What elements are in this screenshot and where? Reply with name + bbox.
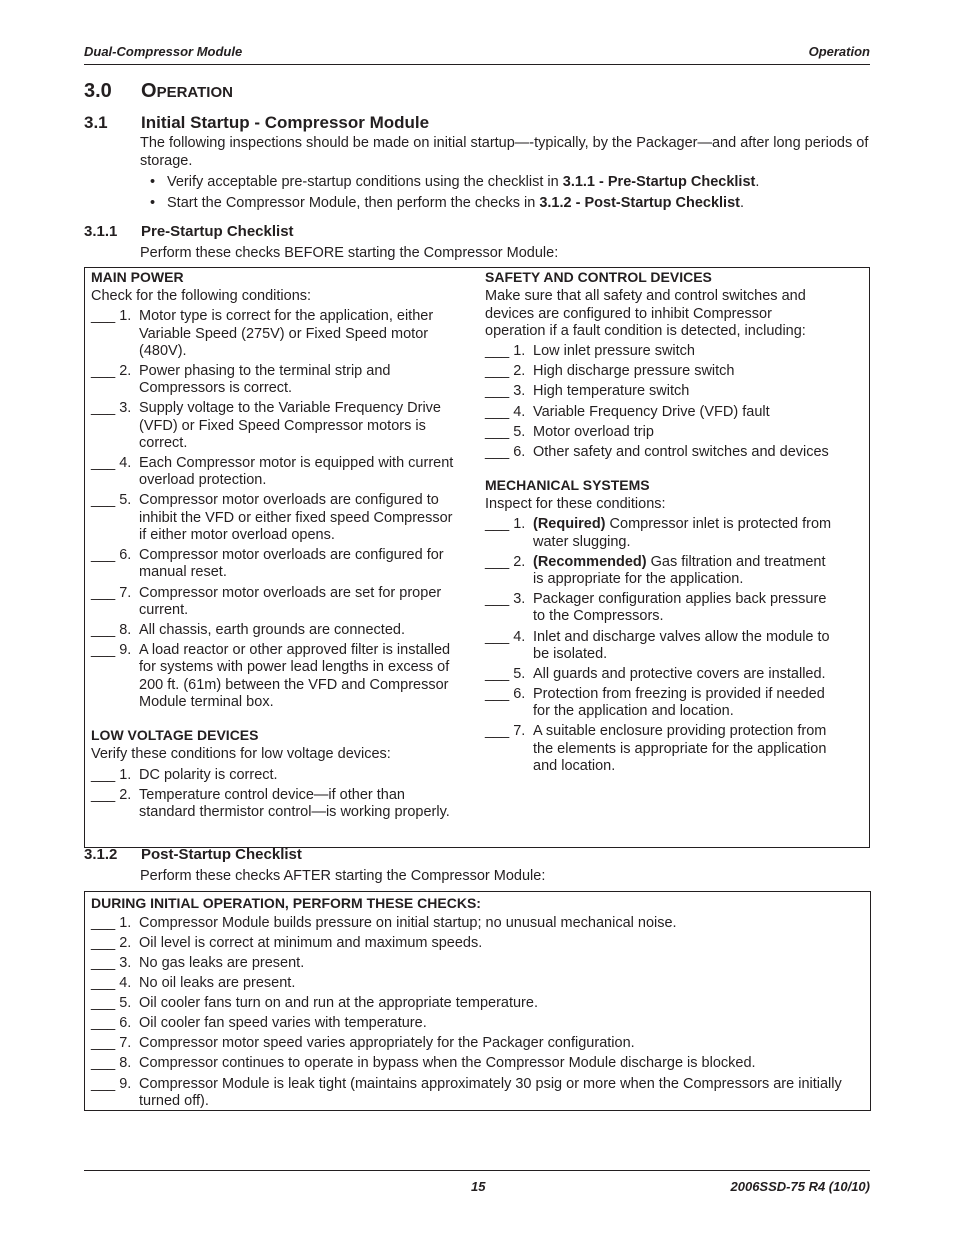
post-startup-item: [91, 915, 863, 932]
checklist-item-text: Compressor motor overloads are configured for manual reset.: [139, 547, 444, 581]
bullet-item: [140, 174, 870, 192]
safety-intro: Make sure that all safety and control switches and devices are configured to inhibit Compressor operation if a fault condition is detected, including:: [485, 288, 806, 339]
checklist-item-text: Variable Frequency Drive (VFD) fault: [533, 403, 770, 420]
checkbox-blank-number[interactable]: ___ 6.: [91, 547, 132, 564]
checkbox-blank-number[interactable]: ___ 1.: [485, 516, 526, 533]
mechanical-item: [485, 591, 835, 626]
pre-startup-title: Pre-Startup Checklist: [141, 223, 294, 240]
section-heading: [84, 80, 233, 103]
header-rule: [84, 64, 870, 65]
mechanical-list: [485, 516, 835, 775]
checklist-item-text: (Required) Compressor inlet is protected from water slugging.: [533, 516, 832, 550]
checklist-item-text: Compressor motor overloads are set for proper current.: [139, 584, 442, 618]
checklist-item-text: Power phasing to the terminal strip and Compressors is correct.: [139, 362, 391, 397]
checklist-item-text: DC polarity is correct.: [139, 766, 278, 783]
post-startup-number: 3.1.2: [84, 846, 118, 863]
low-voltage-item: [91, 767, 461, 784]
safety-item: [485, 383, 835, 400]
safety-item: [485, 343, 835, 360]
footer-rule: [84, 1170, 870, 1171]
checklist-item-text: Compressor Module builds pressure on initial startup; no unusual mechanical noise.: [139, 914, 677, 931]
bullet-text: Start the Compressor Module, then perform the checks in 3.1.2 - Post-Startup Checklist.: [167, 194, 745, 211]
post-startup-item: [91, 955, 863, 972]
bullet-item: [140, 195, 870, 213]
post-startup-item: [91, 1015, 863, 1032]
subsection-heading: [84, 113, 429, 133]
pre-startup-number: 3.1.1: [84, 223, 118, 240]
checkbox-blank-number[interactable]: ___ 2.: [485, 363, 526, 380]
checklist-item-text: Compressor motor overloads are configured to inhibit the VFD or either fixed speed Compressor if either motor overload opens.: [139, 492, 453, 544]
post-startup-checklist-box: [84, 891, 871, 1111]
checklist-item-text: A load reactor or other approved filter is installed for systems with power lead lengths in excess of 200 ft. (61m) between the VFD and Compressor Module terminal box.: [139, 642, 451, 710]
checkbox-blank-number[interactable]: ___ 4.: [485, 628, 526, 645]
mechanical-item: [485, 666, 835, 683]
checklist-item-text: Compressor Module is leak tight (maintains approximately 30 psig or more when the Compressors are initially turned off).: [139, 1075, 842, 1109]
checklist-reference: 3.1.1 - Pre-Startup Checklist: [562, 174, 756, 190]
checkbox-blank-number[interactable]: ___ 2.: [91, 934, 132, 951]
pre-startup-checklist-box: [84, 267, 870, 848]
main-power-item: [91, 400, 461, 452]
checkbox-blank-number[interactable]: ___ 7.: [91, 584, 132, 601]
checkbox-blank-number[interactable]: ___ 6.: [485, 686, 526, 703]
checkbox-blank-number[interactable]: ___ 1.: [91, 914, 132, 931]
post-startup-item: [91, 975, 863, 992]
bullet-text: Verify acceptable pre-startup conditions using the checklist in 3.1.1 - Pre-Startup Checklist.: [167, 174, 760, 190]
checklist-item-text: Inlet and discharge valves allow the module to be isolated.: [533, 628, 830, 662]
checklist-item-text: All guards and protective covers are installed.: [533, 665, 826, 682]
checkbox-blank-number[interactable]: ___ 1.: [91, 308, 132, 325]
checklist-item-text: Packager configuration applies back pressure to the Compressors.: [533, 591, 827, 625]
checklist-item-text: Compressor motor speed varies appropriately for the Packager configuration.: [139, 1035, 635, 1052]
checklist-item-text: Supply voltage to the Variable Frequency Drive (VFD) or Fixed Speed Compressor motors is correct.: [139, 400, 441, 451]
checkbox-blank-number[interactable]: ___ 6.: [91, 1015, 132, 1032]
checkbox-blank-number[interactable]: ___ 8.: [91, 621, 132, 638]
mechanical-item: [485, 723, 835, 775]
main-power-list: [91, 308, 461, 711]
checklist-item-text: No oil leaks are present.: [139, 975, 296, 992]
mechanical-intro: Inspect for these conditions:: [485, 496, 666, 513]
checkbox-blank-number[interactable]: ___ 2.: [485, 553, 526, 570]
post-startup-item: [91, 995, 863, 1012]
pre-startup-heading: [84, 223, 294, 240]
post-startup-item: [91, 1035, 863, 1052]
checkbox-blank-number[interactable]: ___ 4.: [485, 403, 526, 420]
post-startup-item: [91, 1076, 863, 1111]
subsection-bullets: [140, 171, 870, 212]
checkbox-blank-number[interactable]: ___ 4.: [91, 975, 132, 992]
checkbox-blank-number[interactable]: ___ 5.: [485, 665, 526, 682]
checklist-item-text: Motor overload trip: [533, 423, 654, 440]
main-power-item: [91, 642, 461, 711]
main-power-item: [91, 308, 461, 360]
checkbox-blank-number[interactable]: ___ 4.: [91, 455, 132, 472]
running-header-section: Operation: [808, 44, 870, 59]
subsection-title: Initial Startup - Compressor Module: [141, 113, 430, 132]
checkbox-blank-number[interactable]: ___ 7.: [91, 1035, 132, 1052]
checklist-item-text: All chassis, earth grounds are connected.: [139, 621, 405, 638]
subsection-number: 3.1: [84, 113, 108, 132]
checklist-reference: 3.1.2 - Post-Startup Checklist: [539, 194, 740, 211]
checklist-item-text: Compressor continues to operate in bypass when the Compressor Module discharge is blocked.: [139, 1055, 756, 1072]
checklist-item-text: No gas leaks are present.: [139, 954, 305, 971]
safety-item: [485, 404, 835, 421]
checklist-item-text: (Recommended) Gas filtration and treatment is appropriate for the application.: [533, 553, 826, 588]
checkbox-blank-number[interactable]: ___ 3.: [485, 383, 526, 400]
page-number: 15: [471, 1179, 486, 1194]
checklist-item-text: Low inlet pressure switch: [533, 343, 695, 360]
checklist-item-text: Oil level is correct at minimum and maximum speeds.: [139, 934, 483, 951]
main-power-item: [91, 585, 461, 620]
checklist-item-text: Temperature control device—if other than standard thermistor control—is working properly.: [139, 786, 450, 820]
running-header-title: Dual-Compressor Module: [84, 44, 243, 59]
subsection-intro: The following inspections should be made on initial startup—-typically, by the Packager—and after long periods of storage.: [140, 135, 869, 169]
safety-list: [485, 343, 835, 461]
safety-item: [485, 424, 835, 441]
mechanical-item: [485, 516, 835, 551]
post-startup-title: Post-Startup Checklist: [141, 846, 302, 863]
main-power-heading: MAIN POWER: [91, 269, 184, 285]
checkbox-blank-number[interactable]: ___ 5.: [91, 995, 132, 1012]
section-number: 3.0: [84, 80, 112, 102]
checkbox-blank-number[interactable]: ___ 6.: [485, 443, 526, 460]
checkbox-blank-number[interactable]: ___ 8.: [91, 1055, 132, 1072]
checklist-item-text: Oil cooler fan speed varies with temperature.: [139, 1015, 427, 1032]
safety-heading: SAFETY AND CONTROL DEVICES: [485, 269, 712, 285]
checklist-item-text: A suitable enclosure providing protection from the elements is appropriate for the application and location.: [533, 723, 827, 774]
bullet-dot: •: [150, 174, 156, 190]
main-power-item: [91, 547, 461, 582]
mechanical-item: [485, 686, 835, 721]
section-title-initial: O: [141, 80, 157, 102]
checklist-item-text: Each Compressor motor is equipped with current overload protection.: [139, 455, 454, 489]
low-voltage-list: [91, 767, 461, 822]
checkbox-blank-number[interactable]: ___ 1.: [485, 343, 526, 360]
checkbox-blank-number[interactable]: ___ 3.: [91, 954, 132, 971]
checkbox-blank-number[interactable]: ___ 3.: [91, 400, 132, 417]
pre-startup-right-column: [485, 269, 835, 775]
safety-item: [485, 444, 835, 461]
mechanical-item: [485, 554, 835, 589]
checkbox-blank-number[interactable]: ___ 9.: [91, 1075, 132, 1092]
low-voltage-item: [91, 787, 461, 822]
mechanical-item: [485, 629, 835, 664]
checkbox-blank-number[interactable]: ___ 7.: [485, 723, 526, 740]
checklist-item-text: Protection from freezing is provided if needed for the application and location.: [533, 686, 825, 720]
main-power-intro: Check for the following conditions:: [91, 288, 312, 304]
checkbox-blank-number[interactable]: ___ 1.: [91, 766, 132, 783]
post-startup-list: [91, 915, 863, 1110]
checklist-item-text: Oil cooler fans turn on and run at the appropriate temperature.: [139, 995, 538, 1012]
checkbox-blank-number[interactable]: ___ 2.: [91, 362, 132, 379]
low-voltage-heading: LOW VOLTAGE DEVICES: [91, 727, 259, 744]
checklist-item-text: Motor type is correct for the application, either Variable Speed (275V) or Fixed Speed motor (480V).: [139, 308, 434, 359]
pre-startup-intro: Perform these checks BEFORE starting the Compressor Module:: [140, 245, 559, 261]
safety-item: [485, 363, 835, 380]
checkbox-blank-number[interactable]: ___ 3.: [485, 591, 526, 608]
checklist-item-text: Other safety and control switches and devices: [533, 443, 829, 460]
post-startup-intro: Perform these checks AFTER starting the Compressor Module:: [140, 868, 546, 884]
post-startup-item: [91, 1055, 863, 1072]
main-power-item: [91, 363, 461, 398]
checkbox-blank-number[interactable]: ___ 5.: [485, 423, 526, 440]
bullet-dot: •: [150, 194, 156, 211]
checkbox-blank-number[interactable]: ___ 2.: [91, 786, 132, 803]
post-startup-box-heading: DURING INITIAL OPERATION, PERFORM THESE CHECKS:: [91, 895, 481, 911]
section-title-rest: PERATION: [156, 84, 233, 101]
mechanical-heading: MECHANICAL SYSTEMS: [485, 477, 650, 494]
checkbox-blank-number[interactable]: ___ 5.: [91, 492, 132, 509]
checklist-item-text: High discharge pressure switch: [533, 363, 735, 380]
document-number: 2006SSD-75 R4 (10/10): [730, 1179, 870, 1194]
checklist-item-qualifier: (Recommended): [533, 553, 647, 570]
post-startup-heading: [84, 846, 302, 863]
main-power-item: [91, 622, 461, 639]
pre-startup-left-column: [91, 269, 461, 821]
checkbox-blank-number[interactable]: ___ 9.: [91, 642, 132, 659]
main-power-item: [91, 492, 461, 544]
checklist-item-text: High temperature switch: [533, 383, 690, 400]
post-startup-content: [91, 895, 863, 1110]
checklist-item-qualifier: (Required): [533, 516, 606, 533]
post-startup-item: [91, 935, 863, 952]
low-voltage-intro: Verify these conditions for low voltage devices:: [91, 746, 391, 763]
main-power-item: [91, 455, 461, 490]
